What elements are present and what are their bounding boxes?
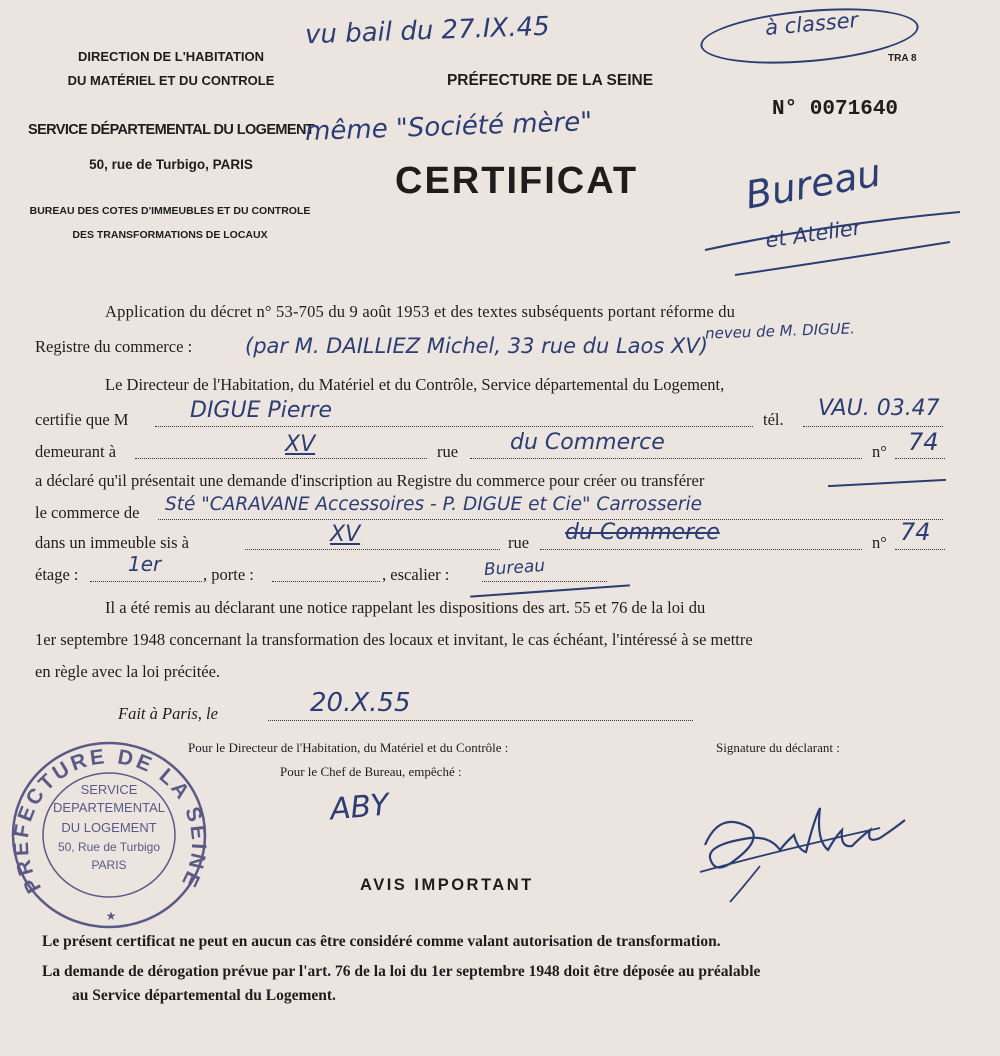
demeurant-dots: [135, 458, 427, 459]
escalier-fill: Bureau: [483, 555, 546, 581]
stamp-line-4: 50, Rue de Turbigo: [57, 840, 161, 854]
annotation-societe-mere: même "Société mère": [304, 106, 593, 148]
bureau-line-2: DES TRANSFORMATIONS DE LOCAUX: [72, 229, 268, 241]
annotation-bail: vu bail du 27.IX.45: [304, 11, 551, 51]
bureau-line-1: BUREAU DES COTES D'IMMEUBLES ET DU CONTROLE: [29, 205, 311, 217]
certifie-dots: [155, 426, 753, 427]
tel-fill: VAU. 03.47: [818, 396, 940, 421]
pour-directeur-label: Pour le Directeur de l'Habitation, du Matériel et du Contrôle :: [188, 740, 509, 755]
stamp-line-5: PARIS: [91, 858, 127, 872]
official-initials: ABY: [328, 787, 391, 828]
certifie-fill: DIGUE Pierre: [190, 398, 333, 423]
dept-line-1: DIRECTION DE L'HABITATION: [77, 49, 265, 64]
prefecture-title: PRÉFECTURE DE LA SEINE: [446, 72, 654, 89]
escalier-label: , escalier :: [382, 565, 450, 584]
etage-dots: [90, 581, 202, 582]
date-fill: 20.X.55: [310, 688, 411, 718]
fait-a-paris-label: Fait à Paris, le: [118, 704, 218, 723]
stamp-line-1: SERVICE: [80, 782, 138, 797]
form-code: TRA 8: [888, 53, 917, 64]
service-name: SERVICE DÉPARTEMENTAL DU LOGEMENT: [28, 122, 315, 138]
dept-line-2: DU MATÉRIEL ET DU CONTROLE: [67, 73, 275, 88]
demeurant-fill: XV: [285, 432, 316, 457]
declarant-signature: [690, 780, 920, 910]
no-dots: [895, 458, 945, 459]
notice-title: AVIS IMPORTANT: [360, 876, 534, 894]
sis-fill: XV: [330, 522, 361, 547]
no-2-label: n°: [872, 533, 887, 552]
tel-dots: [803, 426, 943, 427]
date-dots: [268, 720, 693, 721]
notice-line-3: au Service départemental du Logement.: [72, 987, 336, 1004]
paragraph-1-line-1: Application du décret n° 53-705 du 9 août 1953 et des textes subséquents portant réforme du: [105, 302, 736, 321]
registre-fill: (par M. DAILLIEZ Michel, 33 rue du Laos XV): [245, 334, 708, 358]
no-2-fill: 74: [900, 518, 931, 546]
notice-line-1: Le présent certificat ne peut en aucun cas être considéré comme valant autorisation de transformation.: [42, 933, 721, 950]
porte-dots: [272, 581, 380, 582]
no-2-dots: [895, 549, 945, 550]
rue-2-fill: du Commerce: [565, 520, 720, 545]
certificate-title: CERTIFICAT: [395, 160, 639, 202]
demeurant-label: demeurant à: [35, 442, 117, 461]
paragraph-2-line-1: Le Directeur de l'Habitation, du Matériel et du Contrôle, Service départemental du Logement,: [105, 375, 725, 394]
rue-label: rue: [437, 442, 459, 461]
signature-declarant-label: Signature du déclarant :: [716, 740, 840, 755]
porte-label: , porte :: [203, 565, 254, 584]
certificate-number: N° 0071640: [772, 98, 899, 121]
annotation-bureau: Bureau: [742, 150, 885, 218]
immeuble-label: dans un immeuble sis à: [35, 533, 189, 552]
paragraph-1-line-2: Registre du commerce :: [35, 337, 193, 356]
paragraph-3-line-2: 1er septembre 1948 concernant la transformation des locaux et invitant, le cas échéant, l'intéressé à se mettre: [35, 630, 753, 649]
annotation-underline: [0, 0, 1000, 300]
tel-label: tél.: [763, 410, 784, 429]
immeuble-dots: [245, 549, 500, 550]
service-address: 50, rue de Turbigo, PARIS: [89, 157, 253, 172]
transferer-strikethrough: [828, 479, 946, 487]
annotation-neveu: neveu de M. DIGUE.: [704, 319, 856, 343]
paragraph-3-line-1: Il a été remis au déclarant une notice rappelant les dispositions des art. 55 et 76 de la loi du: [105, 598, 706, 617]
pour-chef-label: Pour le Chef de Bureau, empêché :: [280, 764, 462, 779]
prefecture-stamp: [9, 740, 211, 930]
rue-dots: [470, 458, 862, 459]
etage-fill: 1er: [128, 552, 162, 576]
annotation-atelier: et Atelier: [763, 215, 863, 253]
commerce-dots: [158, 519, 943, 520]
stamp-ring-text: PREFECTURE DE LA SEINE: [9, 745, 211, 897]
commerce-fill: Sté "CARAVANE Accessoires - P. DIGUE et Cie" Carrosserie: [165, 494, 703, 515]
paragraph-3-line-3: en règle avec la loi précitée.: [35, 662, 221, 681]
rue-2-label: rue: [508, 533, 530, 552]
no-fill: 74: [908, 428, 939, 456]
rue-fill: du Commerce: [510, 430, 665, 455]
etage-label: étage :: [35, 565, 79, 584]
commerce-label: le commerce de: [35, 503, 140, 522]
escalier-dots: [482, 581, 607, 582]
certifie-label: certifie que M: [35, 410, 129, 429]
stamp-line-2: DEPARTEMENTAL: [53, 800, 165, 815]
stamp-line-3: DU LOGEMENT: [61, 820, 157, 835]
notice-line-2: La demande de dérogation prévue par l'art. 76 de la loi du 1er septembre 1948 doit être déposée au préalable: [42, 963, 761, 980]
svg-text:★: ★: [105, 909, 117, 923]
declare-line: a déclaré qu'il présentait une demande d'inscription au Registre du commerce pour créer ou transférer: [35, 471, 705, 490]
annotation-classer: à classer: [764, 7, 860, 41]
rue-2-dots: [540, 549, 862, 550]
no-label: n°: [872, 442, 887, 461]
escalier-underline: [470, 584, 630, 597]
